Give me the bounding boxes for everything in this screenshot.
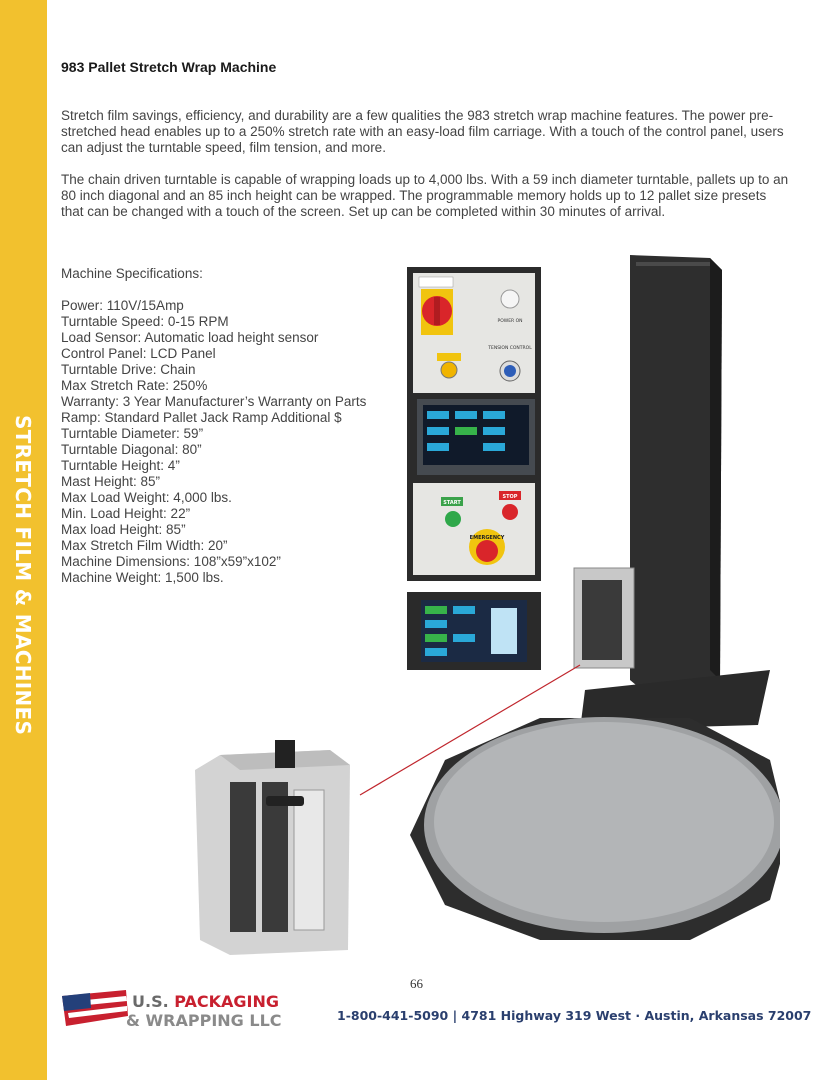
company-logo [60, 984, 290, 1034]
spec-item: Machine Weight: 1,500 lbs. [61, 570, 224, 585]
page-title: 983 Pallet Stretch Wrap Machine [61, 59, 277, 75]
sidebar-title: STRETCH FILM & MACHINES [11, 415, 35, 736]
spec-item: Max Stretch Film Width: 20” [61, 538, 228, 553]
spec-item: Turntable Diagonal: 80” [61, 442, 202, 457]
start-label: START [443, 500, 461, 506]
spec-item: Turntable Height: 4” [61, 458, 180, 473]
spec-item: Turntable Drive: Chain [61, 362, 196, 377]
contact-info: 1-800-441-5090 | 4781 Highway 319 West · Austin, Arkansas 72007 [337, 1008, 812, 1023]
flag-icon [60, 986, 130, 1030]
power-on-label: POWER ON [497, 319, 523, 324]
spec-item: Min. Load Height: 22” [61, 506, 191, 521]
spec-item: Power: 110V/15Amp [61, 298, 184, 313]
spec-item: Turntable Diameter: 59” [61, 426, 204, 441]
spec-item: Turntable Speed: 0-15 RPM [61, 314, 229, 329]
spec-item: Control Panel: LCD Panel [61, 346, 216, 361]
spec-item: Max Load Weight: 4,000 lbs. [61, 490, 232, 505]
spec-item: Max Stretch Rate: 250% [61, 378, 208, 393]
spec-item: Load Sensor: Automatic load height sensor [61, 330, 319, 345]
intro-paragraph: Stretch film savings, efficiency, and durability are a few qualities the 983 stretch wrap machine features. The power pre-stretched head enables up to a 250% stretch rate with an easy-load film carriage. With a touch of the control panel, users can adjust the turntable speed, film tension, and more. [61, 108, 784, 155]
stop-label: STOP [502, 494, 518, 500]
tension-control-label: TENSION CONTROL [488, 346, 532, 351]
spec-item: Max load Height: 85” [61, 522, 186, 537]
page-number: 66 [410, 976, 423, 991]
emergency-label: EMERGENCY [469, 535, 505, 541]
spec-item: Warranty: 3 Year Manufacturer’s Warranty on Parts [61, 394, 367, 409]
detail-paragraph: The chain driven turntable is capable of wrapping loads up to 4,000 lbs. With a 59 inch diameter turntable, pallets up to an 80 inch diagonal and an 85 inch height can be wrapped. The programmable memory holds up to 12 pallet size presets that can be changed with a touch of the screen. Set up can be completed within 30 minutes of arrival. [61, 172, 789, 219]
stretch-wrap-machine-photo [190, 250, 780, 968]
logo-line1: U.S. PACKAGING [132, 992, 280, 1011]
spec-item: Mast Height: 85” [61, 474, 161, 489]
logo-line2: & WRAPPING LLC [126, 1011, 282, 1030]
spec-item: Machine Dimensions: 108”x59”x102” [61, 554, 281, 569]
specs-heading: Machine Specifications: [61, 266, 203, 281]
spec-item: Ramp: Standard Pallet Jack Ramp Additional $ [61, 410, 342, 425]
